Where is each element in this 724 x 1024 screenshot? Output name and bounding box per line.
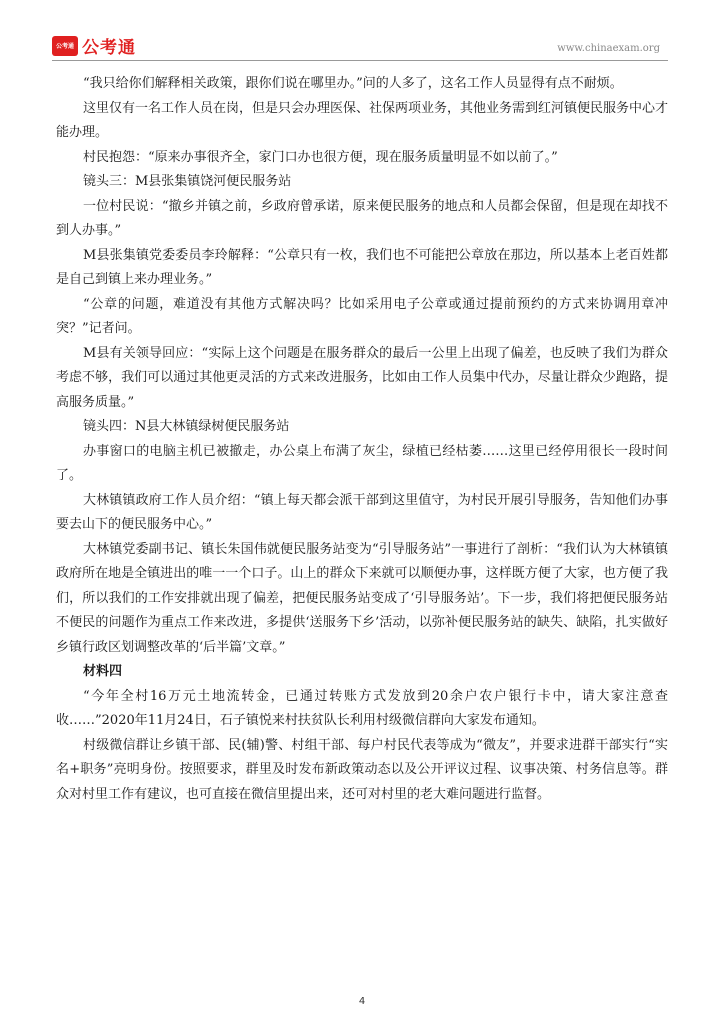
paragraph: 大林镇镇政府工作人员介绍：“镇上每天都会派干部到这里值守，为村民开展引导服务，告知他们办事要去山下的便民服务中心。” [56, 492, 668, 532]
page-number: 4 [358, 996, 366, 1007]
paragraph: 大林镇党委副书记、镇长朱国伟就便民服务站变为“引导服务站”一事进行了剖析：“我们认为大林镇镇政府所在地是全镇进出的唯一一个口子。山上的群众下来就可以顺便办事，这样既方便了大家，也方便了我们，所以我们的工作安排就出现了偏差，把便民服务站变成了‘引导服务站’。下一步，我们将把便民服务站不便民的问题作为重点工作来改进，多提供‘送服务下乡’活动，以弥补便民服务站的缺失、缺陷，扎实做好乡镇行政区划调整改革的‘后半篇’文章。” [56, 541, 668, 655]
site-url: www.chinaexam.org [557, 43, 660, 54]
paragraph: M县张集镇党委委员李玲解释：“公章只有一枚，我们也不可能把公章放在那边，所以基本上老百姓都是自己到镇上来办理业务。” [56, 247, 668, 287]
paragraph: 村民抱怨：“原来办事很齐全，家门口办也很方便，现在服务质量明显不如以前了。” [83, 149, 558, 165]
material-heading: 材料四 [83, 664, 123, 679]
paragraph: “今年全村16万元土地流转金，已通过转账方式发放到20余户农户银行卡中，请大家注意查收……”2020年11月24日，石子镇悦来村扶贫队长利用村级微信群向大家发布通知。 [56, 688, 668, 728]
header-divider [52, 60, 668, 61]
paragraph: 这里仅有一名工作人员在岗，但是只会办理医保、社保两项业务，其他业务需到红河镇便民服务中心才能办理。 [56, 100, 669, 140]
paragraph: M县有关领导回应：“实际上这个问题是在服务群众的最后一公里上出现了偏差，也反映了我们为群众考虑不够，我们可以通过其他更灵活的方式来改进服务，比如由工作人员集中代办，尽量让群众少跑路，提高服务质量。” [56, 345, 668, 410]
section-subheading: 镜头四：N县大林镇绿树便民服务站 [83, 419, 290, 434]
paragraph: “公章的问题，难道没有其他方式解决吗？比如采用电子公章或通过提前预约的方式来协调用章冲突？”记者问。 [56, 296, 668, 336]
section-subheading: 镜头三：M县张集镇饶河便民服务站 [83, 174, 292, 189]
logo-text: 公考通 [82, 38, 136, 58]
paragraph: 村级微信群让乡镇干部、民(辅)警、村组干部、每户村民代表等成为“微友”，并要求进群干部实行“实名+职务”亮明身份。按照要求，群里及时发布新政策动态以及公开评议过程、议事决策、村务信息等。群众对村里工作有建议，也可直接在微信里提出来，还可对村里的老大难问题进行监督。 [56, 737, 668, 802]
page-header [52, 33, 668, 57]
paragraph: 一位村民说：“撤乡并镇之前，乡政府曾承诺，原来便民服务的地点和人员都会保留，但是现在却找不到人办事。” [56, 198, 668, 238]
paragraph: 办事窗口的电脑主机已被撤走，办公桌上布满了灰尘，绿植已经枯萎……这里已经停用很长一段时间了。 [56, 443, 668, 483]
document-body [56, 72, 668, 807]
paragraph: “我只给你们解释相关政策，跟你们说在哪里办。”问的人多了，这名工作人员显得有点不耐烦。 [83, 76, 623, 91]
logo [52, 33, 136, 58]
logo-badge: 公考通 [52, 36, 78, 56]
